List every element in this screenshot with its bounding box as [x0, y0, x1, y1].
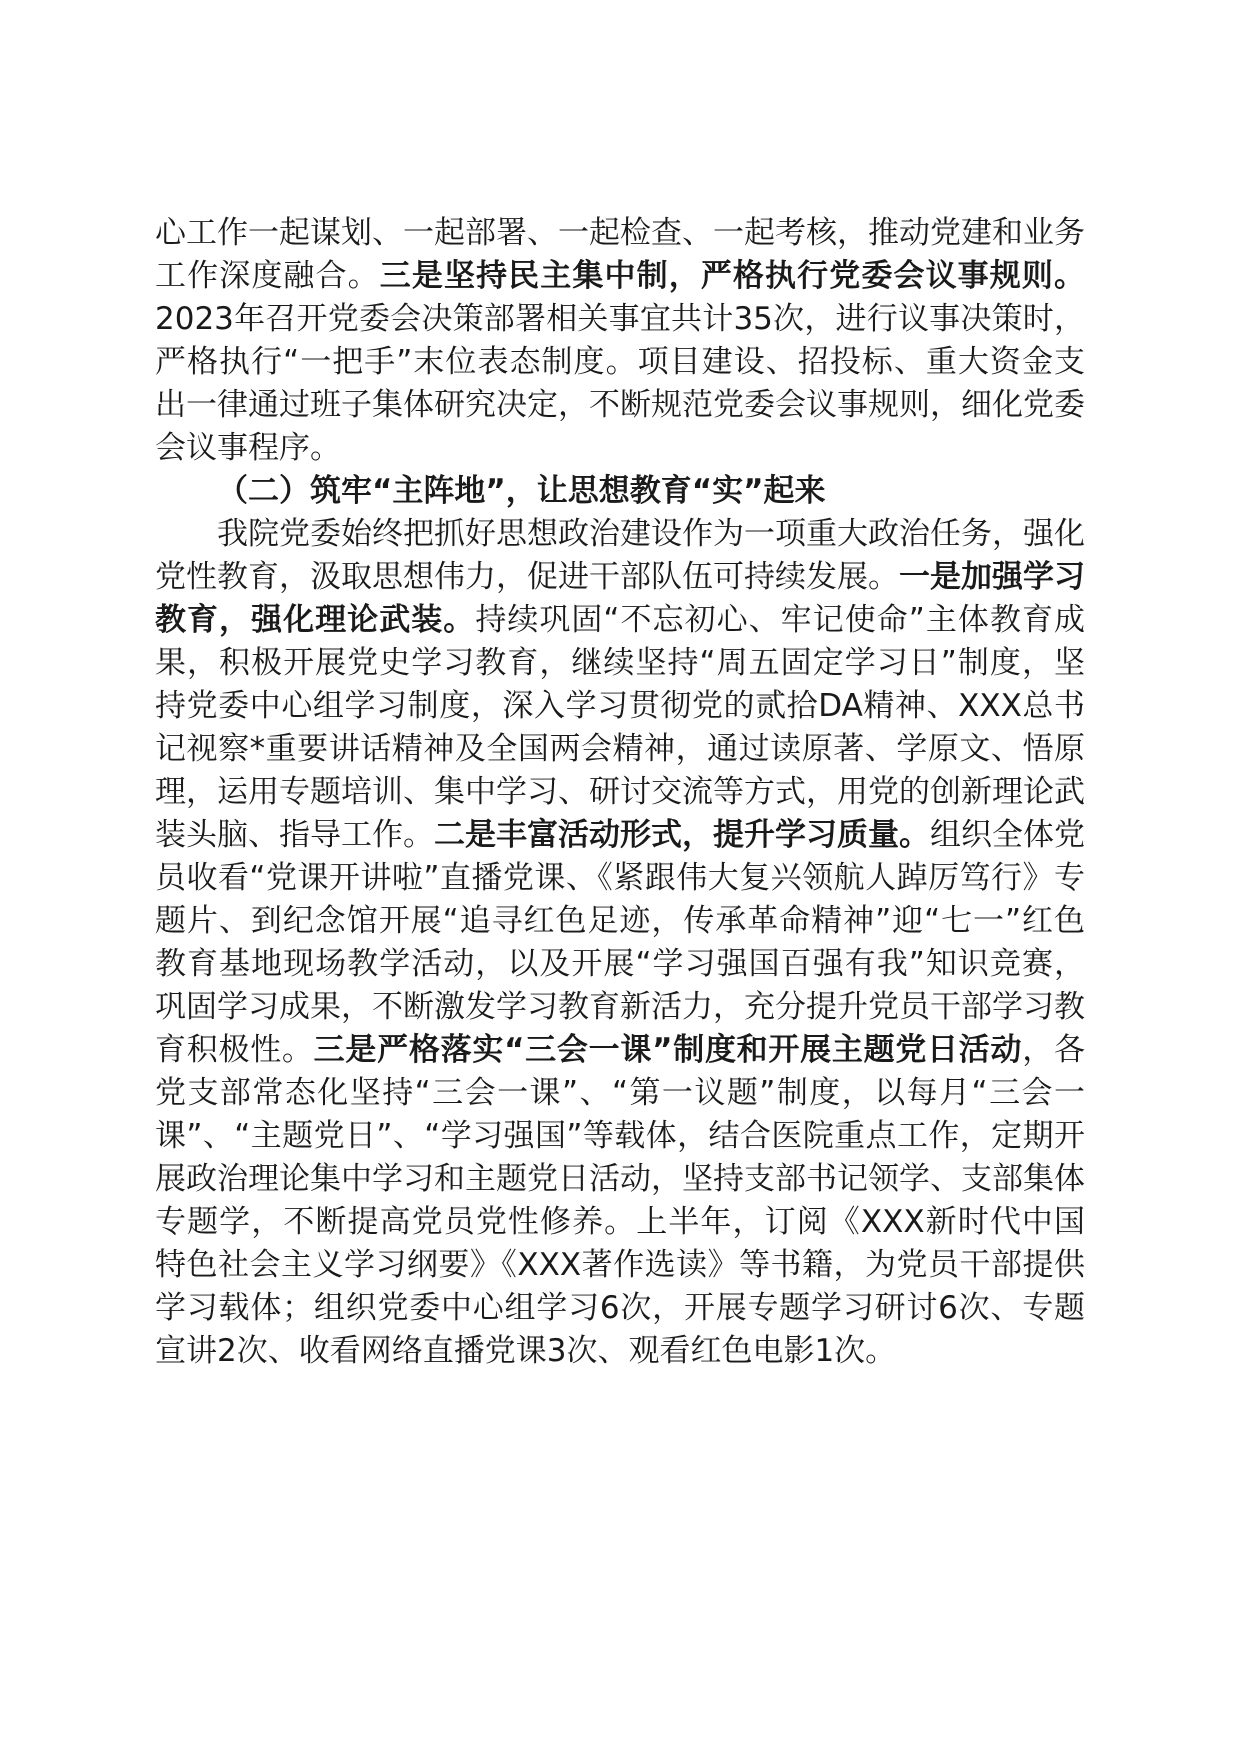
text-segment: 我院党委始终把抓好思想政治建设作为一项重大政治任务，强化党性教育，汲取思想伟力，促进干部队伍可持续发展。 [155, 516, 1085, 595]
paragraph-continuation [155, 212, 1085, 470]
text-segment: ，各党支部常态化坚持“三会一课”、“第一议题”制度，以每月“三会一课”、“主题党日”、“学习强国”等载体，结合医院重点工作，定期开展政治理论集中学习和主题党日活动，坚持支部书记领学、支部集体专题学，不断提高党员党性修养。上半年，订阅《XXX新时代中国特色社会主义学习纲要》《XXX著作选读》等书籍，为党员干部提供学习载体；组织党委中心组学习6次，开展专题学习研讨6次、专题宣讲2次、收看网络直播党课3次、观看红色电影1次。 [155, 1032, 1086, 1369]
text-segment: 组织全体党员收看“党课开讲啦”直播党课、《紧跟伟大复兴领航人踔厉笃行》专题片、到纪念馆开展“追寻红色足迹，传承革命精神”迎“七一”红色教育基地现场教学活动，以及开展“学习强国百强有我”知识竞赛，巩固学习成果，不断激发学习教育新活力，充分提升党员干部学习教育积极性。 [155, 817, 1085, 1068]
paragraph-body [155, 513, 1085, 1373]
text-segment: 持续巩固“不忘初心、牢记使命”主体教育成果，积极开展党史学习教育，继续坚持“周五固定学习日”制度，坚持党委中心组学习制度，深入学习贯彻党的贰拾DA精神、XXX总书记视察*重要讲话精神及全国两会精神，通过读原著、学原文、悟原理，运用专题培训、集中学习、研讨交流等方式，用党的创新理论武装头脑、指导工作。 [155, 602, 1086, 853]
section-heading-text: （二）筑牢“主阵地”，让思想教育“实”起来 [217, 473, 826, 509]
bold-key-point: 三是严格落实“三会一课”制度和开展主题党日活动 [313, 1032, 1023, 1068]
bold-key-point: 一是加强学习教育，强化理论武装。 [155, 559, 1085, 638]
section-heading [155, 470, 1085, 513]
bold-key-point: 二是丰富活动形式，提升学习质量。 [434, 817, 930, 853]
bold-key-point: 三是坚持民主集中制，严格执行党委会议事规则。 [379, 258, 1085, 294]
text-segment: 心工作一起谋划、一起部署、一起检查、一起考核，推动党建和业务工作深度融合。 [155, 215, 1085, 294]
document-body [155, 212, 1085, 1373]
text-segment: 2023年召开党委会决策部署相关事宜共计35次，进行议事决策时，严格执行“一把手”末位表态制度。项目建设、招投标、重大资金支出一律通过班子集体研究决定，不断规范党委会议事规则，细化党委会议事程序。 [155, 301, 1085, 466]
